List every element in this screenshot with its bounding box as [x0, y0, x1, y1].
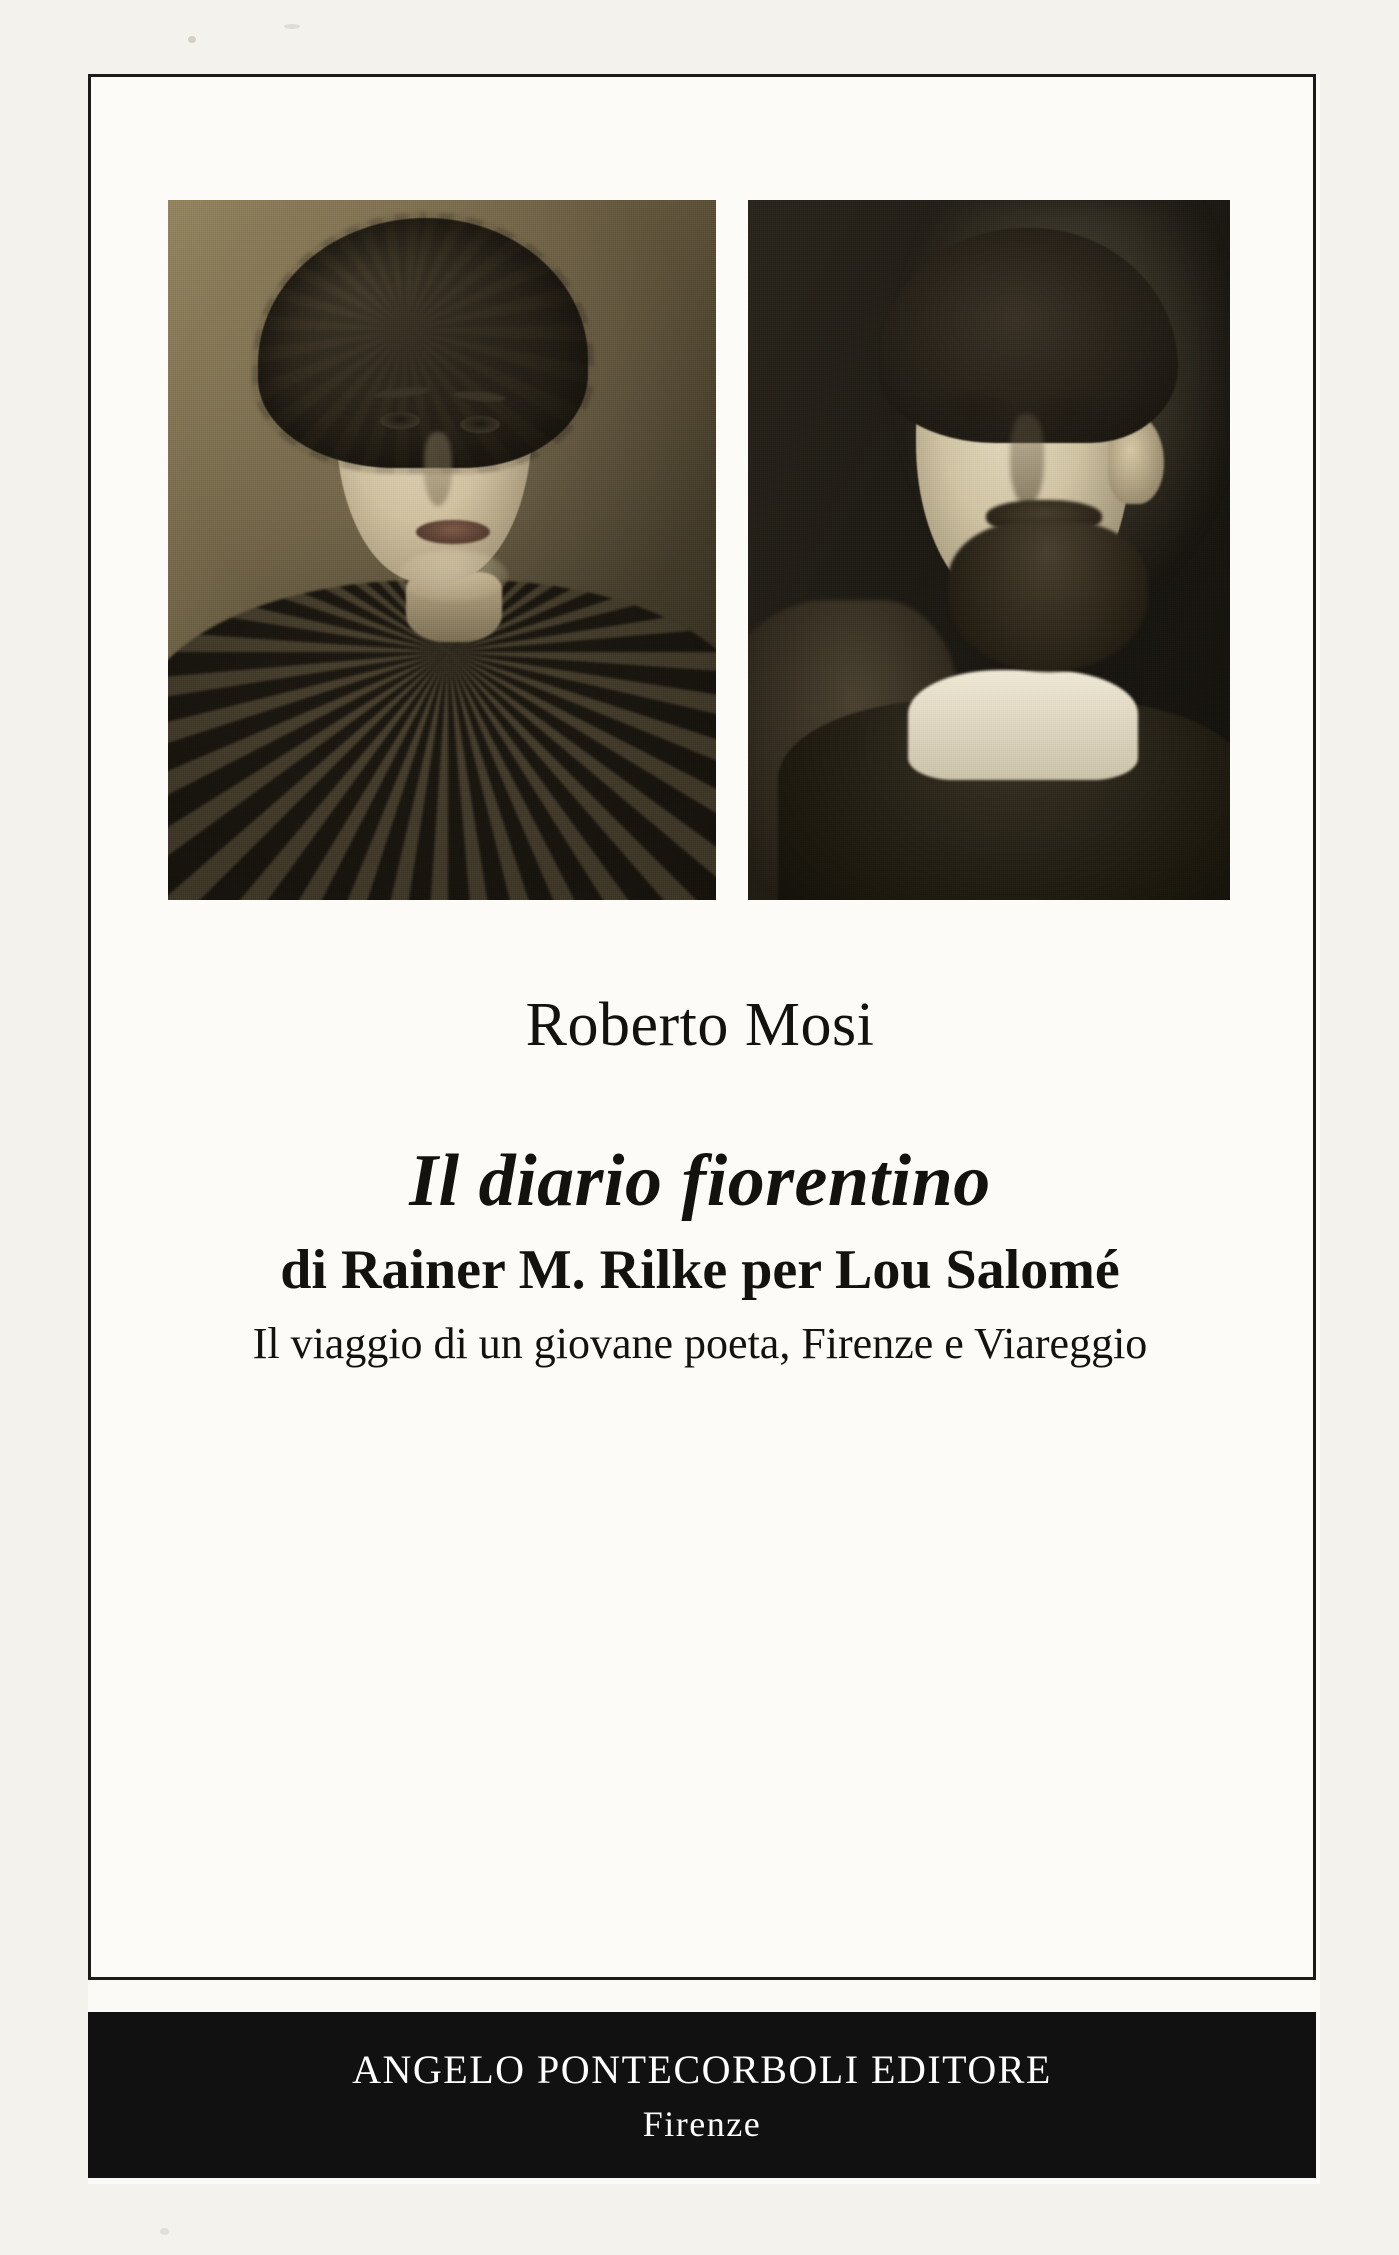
publisher-name: ANGELO PONTECORBOLI EDITORE [352, 2046, 1052, 2092]
portrait-rainer-maria-rilke [748, 200, 1230, 900]
portrait-lou-salome-image [168, 200, 716, 900]
scan-speck [160, 2228, 169, 2235]
portrait-rilke-image [748, 200, 1230, 900]
portrait-lou-salome [168, 200, 716, 900]
cover-text-block [120, 990, 1280, 1369]
book-subtitle: di Rainer M. Rilke per Lou Salomé [280, 1239, 1120, 1301]
book-description: Il viaggio di un giovane poeta, Firenze e Viareggio [252, 1319, 1148, 1368]
publisher-bar [88, 2012, 1316, 2178]
scan-speck [284, 24, 300, 29]
publisher-city: Firenze [642, 2103, 762, 2144]
photo-grain-overlay [168, 200, 716, 900]
photo-grain-overlay [748, 200, 1230, 900]
scan-speck [188, 36, 196, 43]
book-title: Il diario fiorentino [409, 1140, 991, 1222]
author-name: Roberto Mosi [525, 991, 875, 1059]
cover-photographs [168, 200, 1233, 900]
